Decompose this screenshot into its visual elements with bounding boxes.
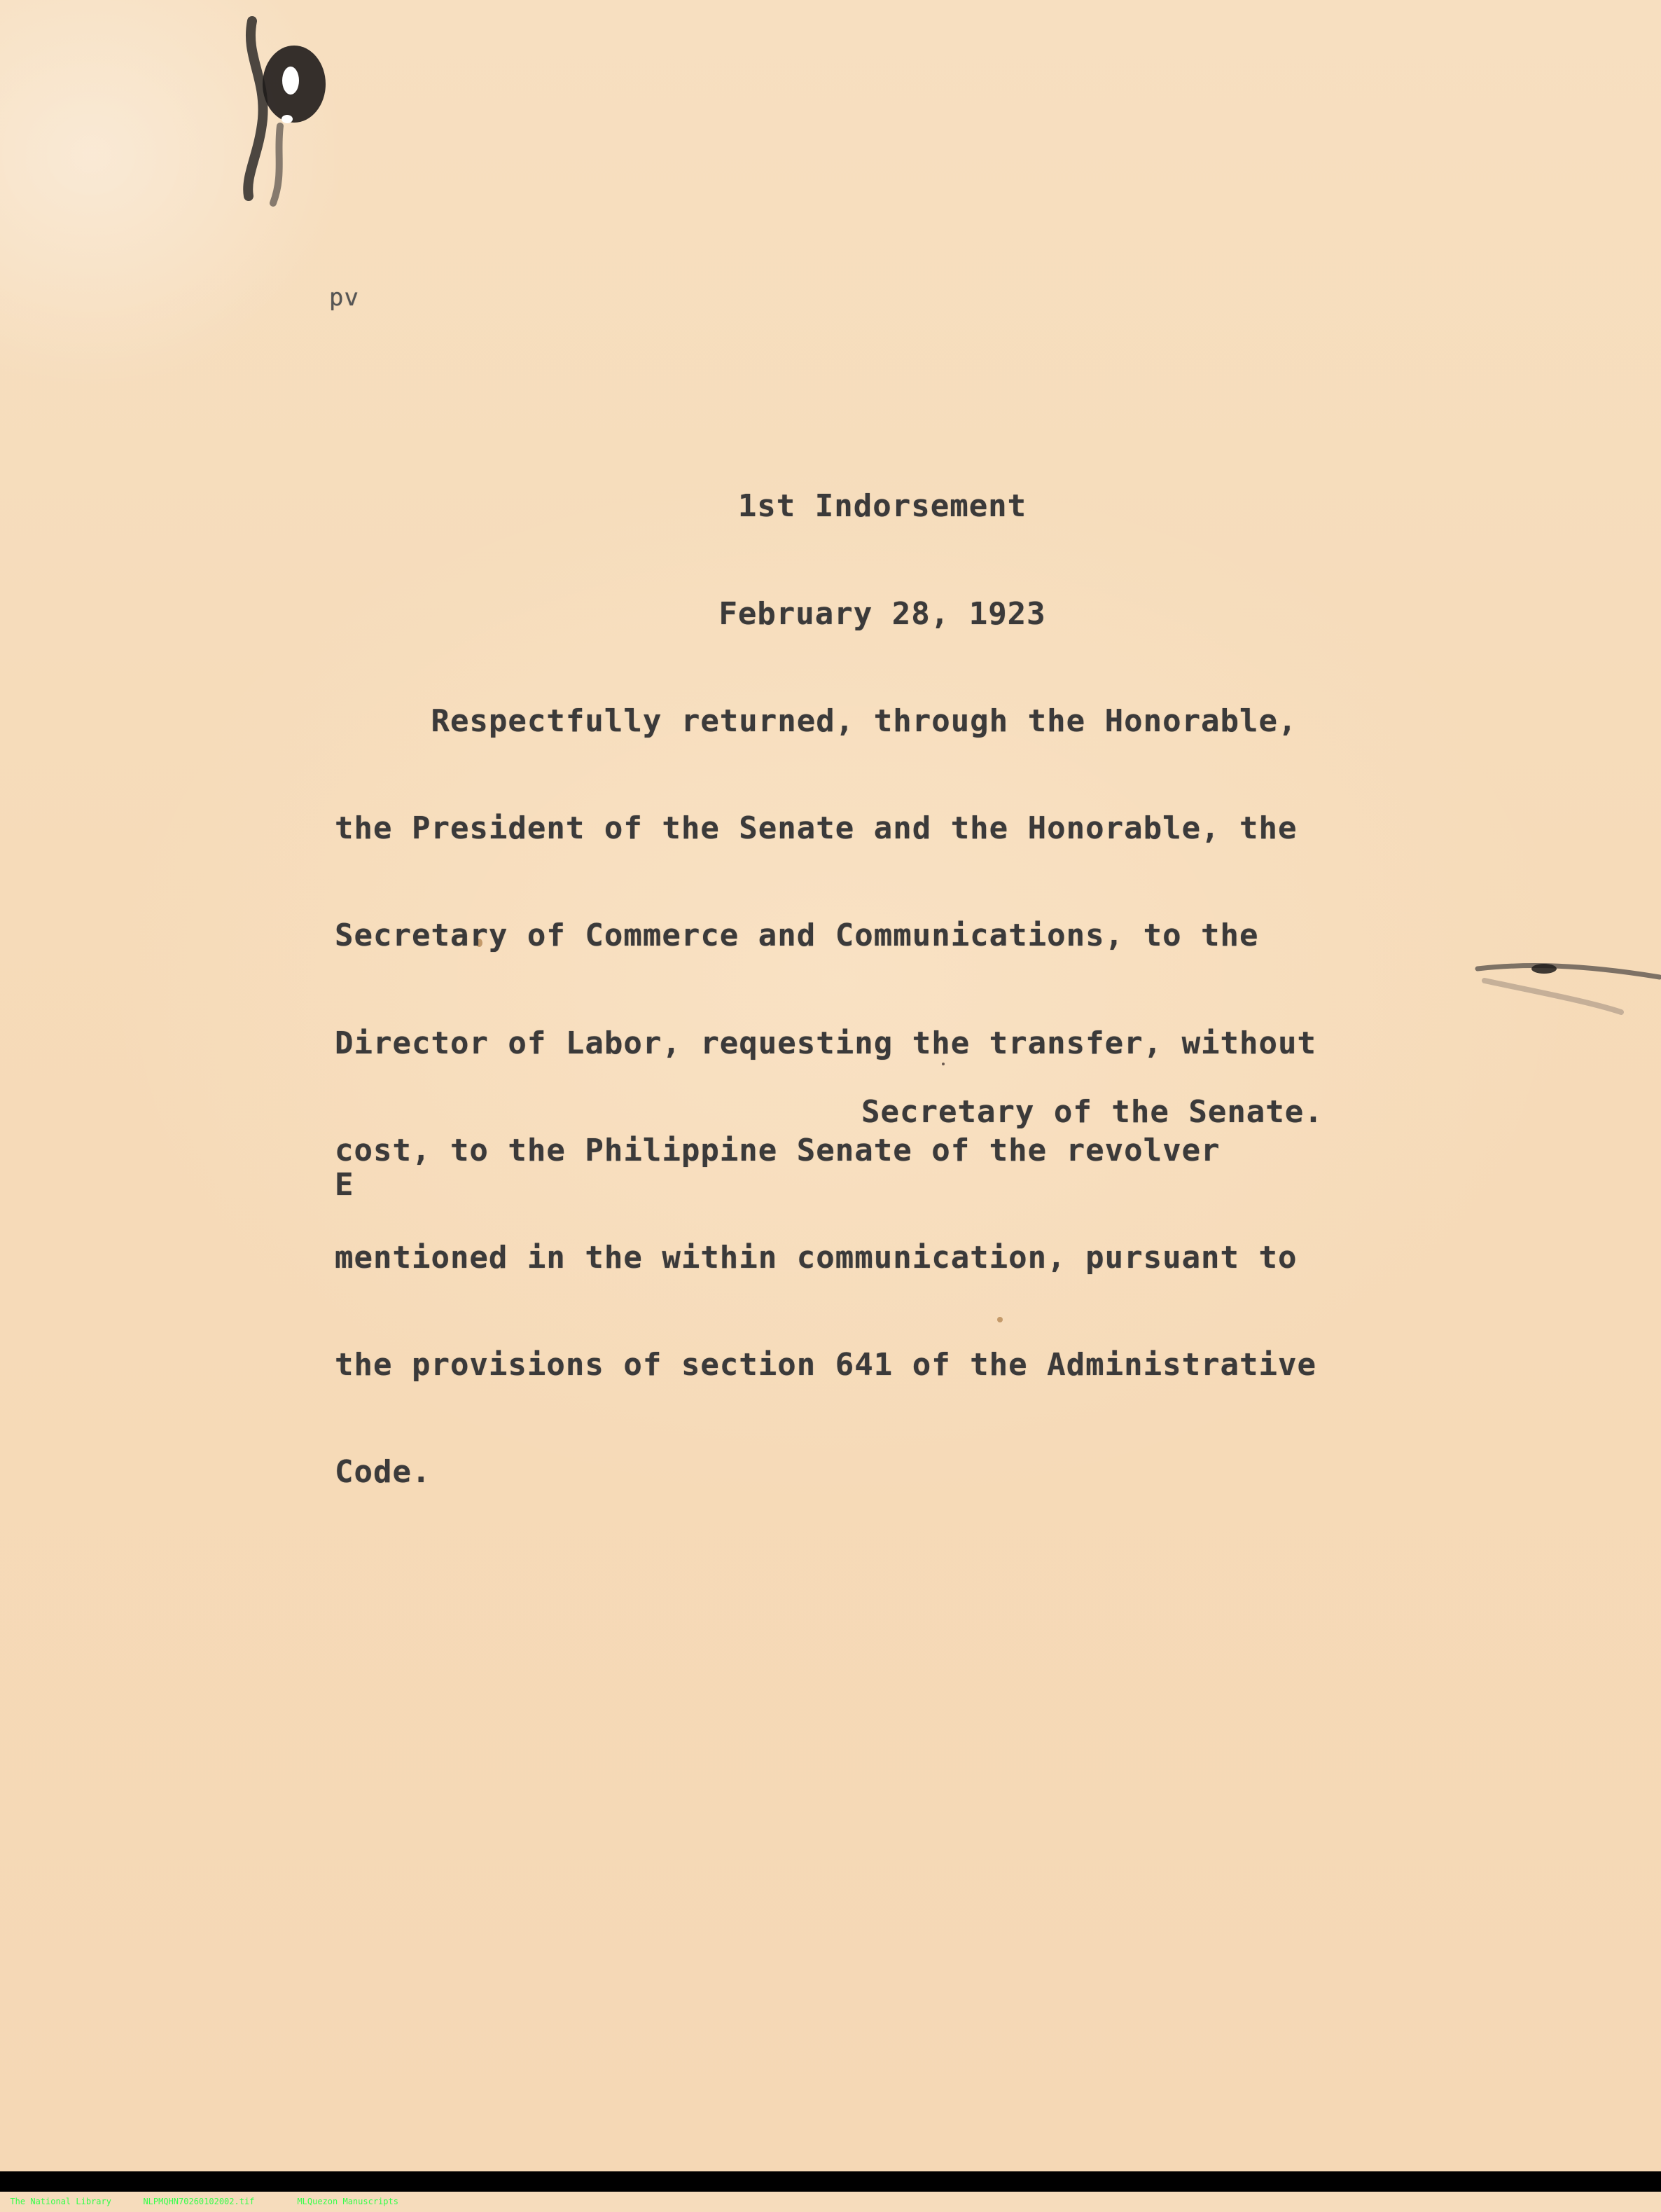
heading-date: February 28, 1923 bbox=[718, 596, 1046, 632]
body-line: Director of Labor, requesting the transfer, without bbox=[335, 1025, 1317, 1061]
body-line: mentioned in the within communication, pursuant to bbox=[335, 1239, 1298, 1276]
body-line: Secretary of Commerce and Communications, to the bbox=[335, 918, 1259, 954]
ink-stain-mark bbox=[224, 14, 350, 210]
body-line: the President of the Senate and the Honorable, the bbox=[335, 810, 1298, 847]
signature-line: Secretary of the Senate. bbox=[861, 1094, 1323, 1130]
footer-collection: MLQuezon Manuscripts bbox=[297, 2197, 398, 2206]
pencil-smudge-mark bbox=[1471, 949, 1661, 1026]
footer-file-name: NLPMQHN70260102002.tif bbox=[143, 2197, 255, 2206]
typist-initials: pv bbox=[329, 284, 359, 312]
body-line: the provisions of section 641 of the Administrative bbox=[335, 1347, 1317, 1383]
reference-mark: E bbox=[335, 1167, 354, 1203]
body-line: Respectfully returned, through the Honorable, bbox=[335, 703, 1298, 739]
body-line: cost, to the Philippine Senate of the revolver bbox=[335, 1132, 1221, 1168]
body-line: Code. bbox=[335, 1454, 431, 1491]
heading-title: 1st Indorsement bbox=[737, 488, 1027, 524]
footer-institution: The National Library bbox=[10, 2197, 111, 2206]
archive-footer bbox=[0, 2171, 1661, 2206]
